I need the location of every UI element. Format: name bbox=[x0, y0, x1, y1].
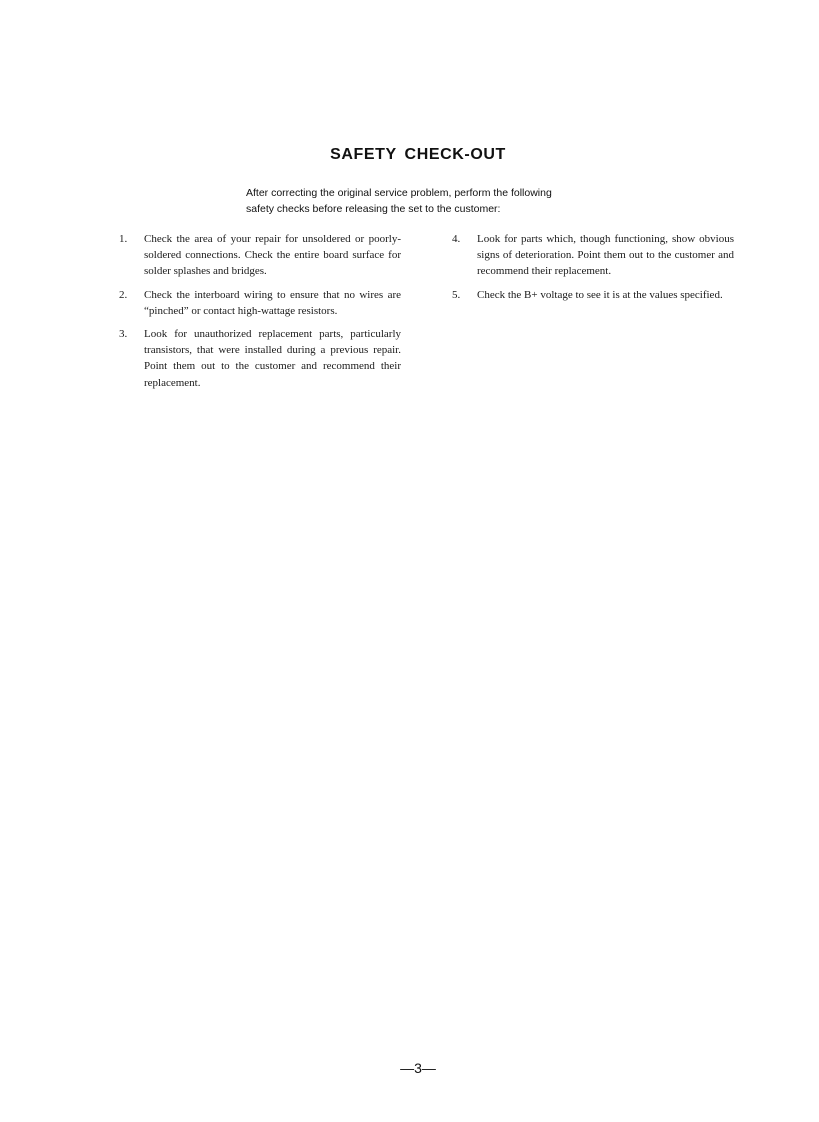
check-text: Look for unauthorized replacement parts, particularly transistors, that were installed during a previous repair. Point them out to the customer and recommend their replacement. bbox=[144, 328, 401, 389]
check-text: Check the interboard wiring to ensure that no wires are “pinched” or contact high-wattage resistors. bbox=[144, 288, 401, 317]
check-item bbox=[119, 287, 401, 319]
check-number: 1. bbox=[119, 233, 128, 245]
check-number: 4. bbox=[452, 233, 461, 245]
check-text: Look for parts which, though functioning, show obvious signs of deterioration. Point them out to the customer and recommend their replacement. bbox=[477, 233, 734, 278]
intro-paragraph bbox=[246, 185, 666, 217]
intro-line: After correcting the original service problem, perform the following bbox=[246, 187, 552, 199]
right-column bbox=[452, 231, 734, 310]
check-number: 2. bbox=[119, 288, 128, 301]
check-number: 3. bbox=[119, 328, 128, 341]
check-text: Check the B+ voltage to see it is at the values specified. bbox=[477, 288, 723, 301]
check-item bbox=[452, 231, 734, 280]
page-number: —3— bbox=[400, 1060, 436, 1076]
page-title: SAFETY CHECK-OUT bbox=[330, 146, 506, 163]
check-text: Check the area of your repair for unsoldered or poorly-soldered connections. Check the entire board surface for solder splashes and bridges. bbox=[144, 233, 401, 278]
check-item bbox=[119, 326, 401, 391]
check-item bbox=[452, 287, 734, 303]
check-item bbox=[119, 231, 401, 280]
intro-line: safety checks before releasing the set to the customer: bbox=[246, 203, 501, 215]
check-number: 5. bbox=[452, 288, 461, 301]
left-column bbox=[119, 231, 401, 398]
